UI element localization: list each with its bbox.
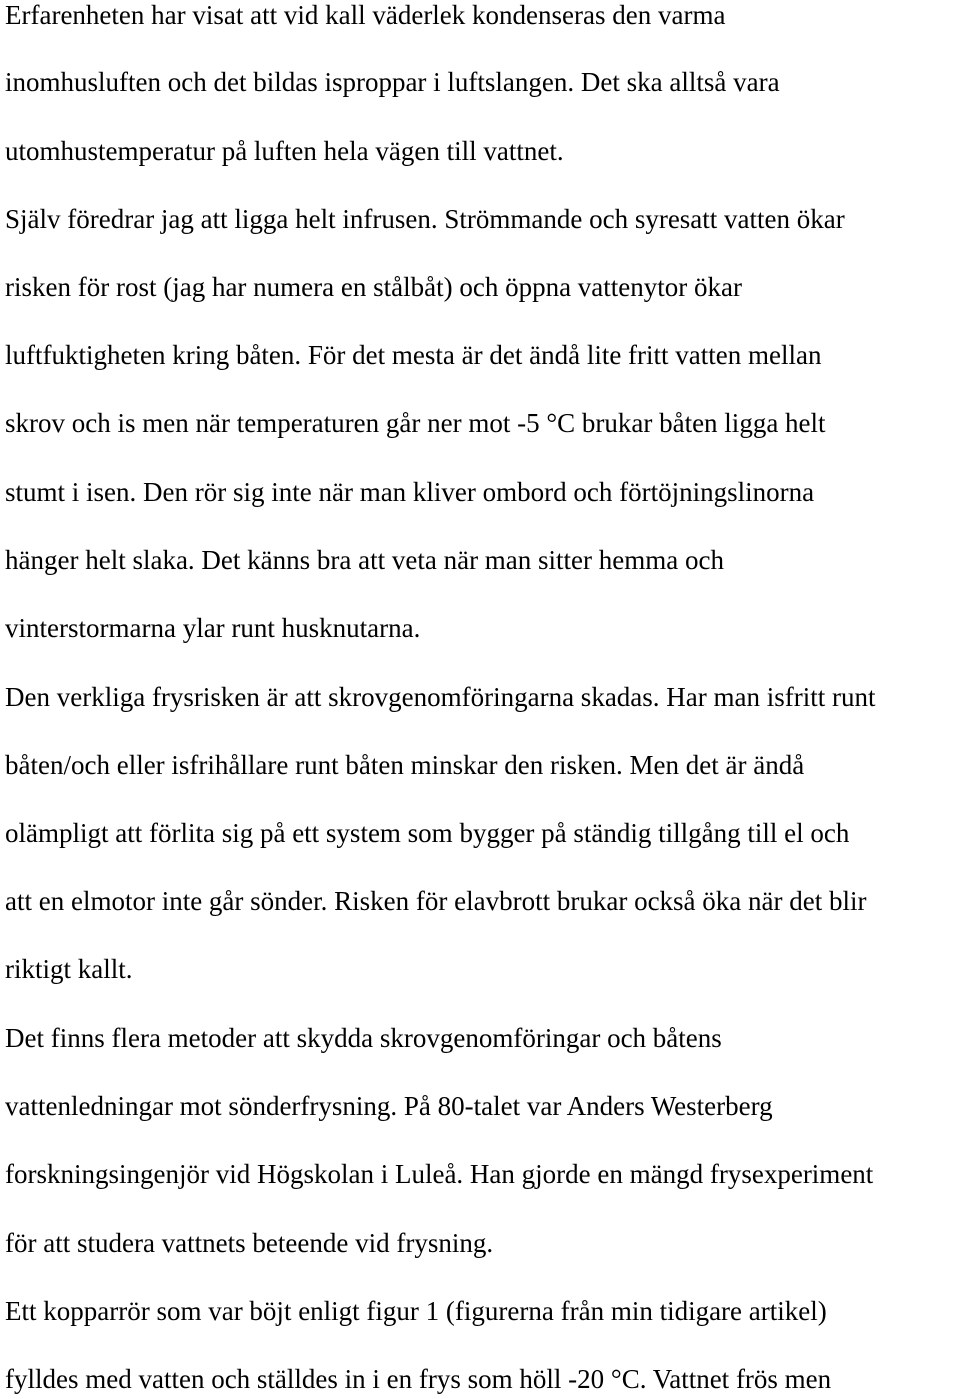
text-line: vinterstormarna ylar runt husknutarna. — [5, 613, 421, 643]
text-line: Erfarenheten har visat att vid kall väderlek kondenseras den varma — [5, 0, 726, 30]
text-line: Ett kopparrör som var böjt enligt figur 1 (figurerna från min tidigare artikel) — [5, 1296, 827, 1326]
text-line: inomhusluften och det bildas isproppar i luftslangen. Det ska alltså vara — [5, 67, 780, 97]
text-line: Det finns flera metoder att skydda skrovgenomföringar och båtens — [5, 1023, 722, 1053]
text-line: fylldes med vatten och ställdes in i en frys som höll -20 °C. Vattnet frös men — [5, 1364, 832, 1394]
text-line: att en elmotor inte går sönder. Risken för elavbrott brukar också öka när det blir — [5, 886, 867, 916]
text-line: Själv föredrar jag att ligga helt infrusen. Strömmande och syresatt vatten ökar — [5, 204, 845, 234]
text-line: vattenledningar mot sönderfrysning. På 80-talet var Anders Westerberg — [5, 1091, 773, 1121]
text-line: hänger helt slaka. Det känns bra att veta när man sitter hemma och — [5, 545, 724, 575]
text-line: luftfuktigheten kring båten. För det mesta är det ändå lite fritt vatten mellan — [5, 340, 822, 370]
text-line: utomhustemperatur på luften hela vägen till vattnet. — [5, 136, 564, 166]
text-line: forskningsingenjör vid Högskolan i Luleå. Han gjorde en mängd frysexperiment — [5, 1159, 874, 1189]
text-line: skrov och is men när temperaturen går ner mot -5 °C brukar båten ligga helt — [5, 408, 826, 438]
text-line: för att studera vattnets beteende vid frysning. — [5, 1228, 494, 1258]
text-line: olämpligt att förlita sig på ett system som bygger på ständig tillgång till el och — [5, 818, 850, 848]
text-line: stumt i isen. Den rör sig inte när man kliver ombord och förtöjningslinorna — [5, 477, 815, 507]
text-line: Den verkliga frysrisken är att skrovgenomföringarna skadas. Har man isfritt runt — [5, 682, 876, 712]
text-line: risken för rost (jag har numera en stålbåt) och öppna vattenytor ökar — [5, 272, 742, 302]
text-line: båten/och eller isfrihållare runt båten minskar den risken. Men det är ändå — [5, 750, 805, 780]
text-line: riktigt kallt. — [5, 954, 133, 984]
